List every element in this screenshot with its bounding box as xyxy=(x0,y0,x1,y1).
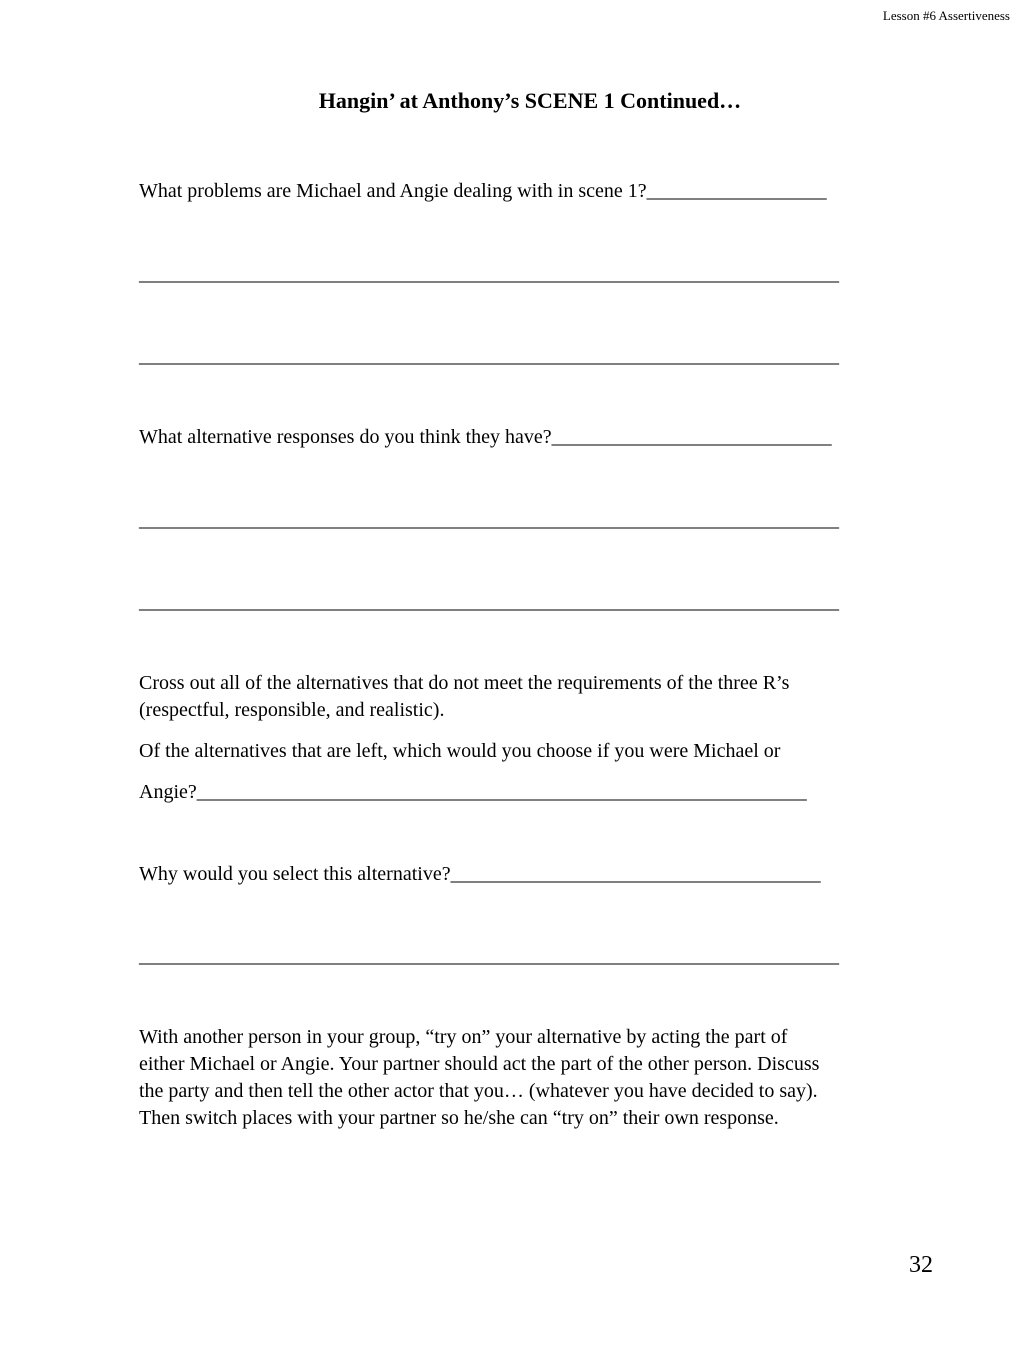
question-problems: What problems are Michael and Angie dealing with in scene 1?__________________ xyxy=(139,180,827,202)
page-number: 32 xyxy=(909,1252,933,1278)
answer-line: ______________________________________________________________________ xyxy=(139,345,839,367)
instruction-line: Then switch places with your partner so he/she can “try on” their own response. xyxy=(139,1107,779,1129)
instruction-line: With another person in your group, “try on” your alternative by acting the part of xyxy=(139,1026,788,1048)
lesson-header: Lesson #6 Assertiveness xyxy=(882,8,1010,23)
page-title: Hangin’ at Anthony’s SCENE 1 Continued… xyxy=(318,88,742,113)
three-rs-instruction-line2: (respectful, responsible, and realistic). xyxy=(139,699,445,721)
question-alternatives: What alternative responses do you think they have?____________________________ xyxy=(139,426,832,448)
answer-line: ______________________________________________________________________ xyxy=(139,263,839,285)
question-why: Why would you select this alternative?_____________________________________ xyxy=(139,863,821,885)
question-choice-line2: Angie?_____________________________________________________________ xyxy=(139,781,807,803)
question-choice-line1: Of the alternatives that are left, which would you choose if you were Michael or xyxy=(139,740,781,762)
instruction-line: the party and then tell the other actor that you… (whatever you have decided to say). xyxy=(139,1080,818,1102)
answer-line: ______________________________________________________________________ xyxy=(139,945,839,967)
answer-line: ______________________________________________________________________ xyxy=(139,509,839,531)
three-rs-instruction-line1: Cross out all of the alternatives that do not meet the requirements of the three R’s xyxy=(139,672,790,694)
answer-line: ______________________________________________________________________ xyxy=(139,591,839,613)
instruction-line: either Michael or Angie. Your partner should act the part of the other person. Discuss xyxy=(139,1053,820,1075)
